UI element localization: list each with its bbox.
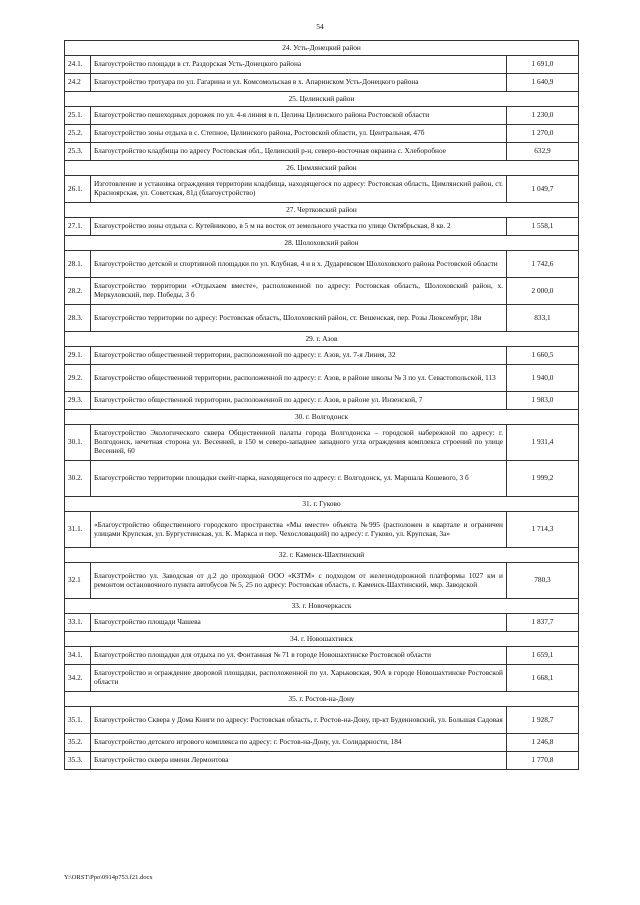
- table-row: [65, 425, 579, 461]
- section-title: 34. г. Новошахтинск: [65, 632, 579, 647]
- item-number: 25.1.: [65, 107, 91, 125]
- item-number: 30.2.: [65, 461, 91, 497]
- item-number: 29.1.: [65, 347, 91, 365]
- table-row: [65, 563, 579, 599]
- item-description: Благоустройство сквера имени Лермонтова: [91, 752, 507, 770]
- item-description: Благоустройство детской и спортивной площадки по ул. Клубная, 4 и в х. Дударевском Шолоховского района Ростовской области: [91, 251, 507, 278]
- item-amount: 780,3: [506, 563, 578, 599]
- section-title: 26. Цимлянский район: [65, 161, 579, 176]
- item-number: 35.3.: [65, 752, 91, 770]
- item-description: Благоустройство и ограждение дворовой площадки, расположенной по ул. Харьковская, 90А в городе Новошахтинске Ростовской области: [91, 665, 507, 692]
- budget-table: [64, 40, 579, 770]
- table-row: [65, 665, 579, 692]
- item-amount: 1 983,0: [506, 392, 578, 410]
- table-row: [65, 707, 579, 734]
- section-header-row: [65, 410, 579, 425]
- section-title: 28. Шолоховский район: [65, 236, 579, 251]
- table-row: [65, 107, 579, 125]
- item-number: 34.2.: [65, 665, 91, 692]
- section-header-row: [65, 332, 579, 347]
- section-header-row: [65, 548, 579, 563]
- item-amount: 1 270,0: [506, 125, 578, 143]
- table-row: [65, 176, 579, 203]
- item-amount: 1 999,2: [506, 461, 578, 497]
- item-number: 27.1.: [65, 218, 91, 236]
- section-title: 33. г. Новочеркасск: [65, 599, 579, 614]
- item-number: 34.1.: [65, 647, 91, 665]
- item-amount: 1 770,8: [506, 752, 578, 770]
- section-title: 27. Чертковский район: [65, 203, 579, 218]
- section-title: 31. г. Гуково: [65, 497, 579, 512]
- item-number: 33.1.: [65, 614, 91, 632]
- item-number: 35.2.: [65, 734, 91, 752]
- item-amount: 1 742,6: [506, 251, 578, 278]
- table-row: [65, 365, 579, 392]
- item-number: 26.1.: [65, 176, 91, 203]
- item-number: 32.1: [65, 563, 91, 599]
- section-header-row: [65, 41, 579, 56]
- table-row: [65, 512, 579, 548]
- file-path-footer: Y:\ORST\Ppo\0914p753.f21.docx: [64, 874, 153, 881]
- item-number: 31.1.: [65, 512, 91, 548]
- item-number: 28.2.: [65, 278, 91, 305]
- item-description: Благоустройство общественной территории, расположенной по адресу: г. Азов, ул. 7-я Линия, 32: [91, 347, 507, 365]
- item-number: 28.3.: [65, 305, 91, 332]
- item-amount: 1 837,7: [506, 614, 578, 632]
- table-row: [65, 734, 579, 752]
- table-row: [65, 251, 579, 278]
- section-title: 25. Целинский район: [65, 92, 579, 107]
- item-amount: 1 640,9: [506, 74, 578, 92]
- item-amount: 1 558,1: [506, 218, 578, 236]
- item-number: 28.1.: [65, 251, 91, 278]
- item-description: Благоустройство общественной территории, расположенной по адресу: г. Азов, в районе ул. Инзенской, 7: [91, 392, 507, 410]
- table-row: [65, 56, 579, 74]
- item-description: Благоустройство Сквера у Дома Книги по адресу: Ростовская область, г. Ростов-на-Дону, пр-кт Буденновский, ул. Большая Садовая: [91, 707, 507, 734]
- item-description: «Благоустройство общественного городского пространства «Мы вместе» объекта №995 (расположен в квартале и ограничен улицами Крупская, ул. Бургустинская, ул. К. Маркса и пер. Чехословацкий) по адресу: г. Гуково, ул. Крупская, 3а»: [91, 512, 507, 548]
- item-amount: 1 660,5: [506, 347, 578, 365]
- item-amount: 1 931,4: [506, 425, 578, 461]
- section-title: 24. Усть-Донецкий район: [65, 41, 579, 56]
- item-amount: 833,1: [506, 305, 578, 332]
- item-description: Благоустройство территории «Отдыхаем вместе», расположенной по адресу: Ростовская область, Шолоховский район, х. Меркуловский, пер. Победы, 3 б: [91, 278, 507, 305]
- item-description: Благоустройство кладбища по адресу Ростовская обл., Целинский р-н, северо-восточная окраина с. Хлеборобное: [91, 143, 507, 161]
- item-amount: 1 940,0: [506, 365, 578, 392]
- item-number: 29.3.: [65, 392, 91, 410]
- item-amount: 2 000,0: [506, 278, 578, 305]
- section-header-row: [65, 497, 579, 512]
- section-header-row: [65, 92, 579, 107]
- item-amount: 1 714,3: [506, 512, 578, 548]
- item-description: Благоустройство детского игрового комплекса по адресу: г. Ростов-на-Дону, ул. Солидарности, 184: [91, 734, 507, 752]
- item-amount: 632,9: [506, 143, 578, 161]
- table-row: [65, 647, 579, 665]
- item-description: Благоустройство пешеходных дорожек по ул. 4-я линия в п. Целина Целинского района Ростовской области: [91, 107, 507, 125]
- table-row: [65, 392, 579, 410]
- item-description: Благоустройство Экологического сквера Общественной палаты города Волгодонска – городской набережной по адресу: г. Волгодонск, нечетная сторона ул. Весенней, в 150 м северо-западнее западного угла ограждения комплекса строений по улице Весенней, 60: [91, 425, 507, 461]
- item-amount: 1 049,7: [506, 176, 578, 203]
- page-number: 54: [316, 22, 324, 31]
- item-amount: 1 246,8: [506, 734, 578, 752]
- item-amount: 1 668,1: [506, 665, 578, 692]
- item-number: 25.2.: [65, 125, 91, 143]
- item-description: Благоустройство площади Чашева: [91, 614, 507, 632]
- item-number: 29.2.: [65, 365, 91, 392]
- section-title: 29. г. Азов: [65, 332, 579, 347]
- item-number: 35.1.: [65, 707, 91, 734]
- section-header-row: [65, 236, 579, 251]
- section-title: 30. г. Волгодонск: [65, 410, 579, 425]
- table-row: [65, 305, 579, 332]
- item-description: Благоустройство ул. Заводская от д.2 до проходной ООО «КЗТМ» с подходом от железнодорожной платформы 1027 км и ремонтом остановочного пункта автобусов № 5, 25 по адресу: Ростовская область, г. Каменск-Шахтинский, мкр. Заводской: [91, 563, 507, 599]
- table-row: [65, 752, 579, 770]
- item-description: Благоустройство общественной территории, расположенной по адресу: г. Азов, в районе школы № 3 по ул. Севастопольской, 113: [91, 365, 507, 392]
- section-header-row: [65, 161, 579, 176]
- item-number: 30.1.: [65, 425, 91, 461]
- item-description: Благоустройство территории площадки скейт-парка, находящегося по адресу: г. Волгодонск, ул. Маршала Кошевого, 3 б: [91, 461, 507, 497]
- section-title: 35. г. Ростов-на-Дону: [65, 692, 579, 707]
- item-description: Благоустройство зоны отдыха с. Кутейниково, в 5 м на восток от земельного участка по улице Октябрьская, 8 кв. 2: [91, 218, 507, 236]
- section-header-row: [65, 632, 579, 647]
- table-row: [65, 614, 579, 632]
- item-description: Благоустройство территории по адресу: Ростовская область, Шолоховский район, ст. Вешенская, пер. Розы Люксембург, 18и: [91, 305, 507, 332]
- item-description: Благоустройство площадки для отдыха по ул. Фонтанная № 71 в городе Новошахтинске Ростовской области: [91, 647, 507, 665]
- table-row: [65, 74, 579, 92]
- table-row: [65, 347, 579, 365]
- item-description: Благоустройство тротуара по ул. Гагарина и ул. Комсомольская в х. Апаринском Усть-Донецкого района: [91, 74, 507, 92]
- section-title: 32. г. Каменск-Шахтинский: [65, 548, 579, 563]
- item-number: 24.1.: [65, 56, 91, 74]
- item-amount: 1 659,1: [506, 647, 578, 665]
- item-amount: 1 691,0: [506, 56, 578, 74]
- section-header-row: [65, 203, 579, 218]
- item-number: 24.2: [65, 74, 91, 92]
- item-description: Благоустройство зоны отдыха в с. Степное, Целинского района, Ростовской области, ул. Центральная, 47б: [91, 125, 507, 143]
- table-row: [65, 143, 579, 161]
- section-header-row: [65, 692, 579, 707]
- item-description: Изготовление и установка ограждения территории кладбища, находящегося по адресу: Ростовская область, Цимлянский район, ст. Красноярская, ул. Советская, 81д (благоустройство): [91, 176, 507, 203]
- table-row: [65, 461, 579, 497]
- table-row: [65, 125, 579, 143]
- table-row: [65, 218, 579, 236]
- item-number: 25.3.: [65, 143, 91, 161]
- item-amount: 1 928,7: [506, 707, 578, 734]
- item-amount: 1 230,0: [506, 107, 578, 125]
- item-description: Благоустройство площади в ст. Раздорская Усть-Донецкого района: [91, 56, 507, 74]
- section-header-row: [65, 599, 579, 614]
- table-body: [65, 41, 579, 770]
- table-row: [65, 278, 579, 305]
